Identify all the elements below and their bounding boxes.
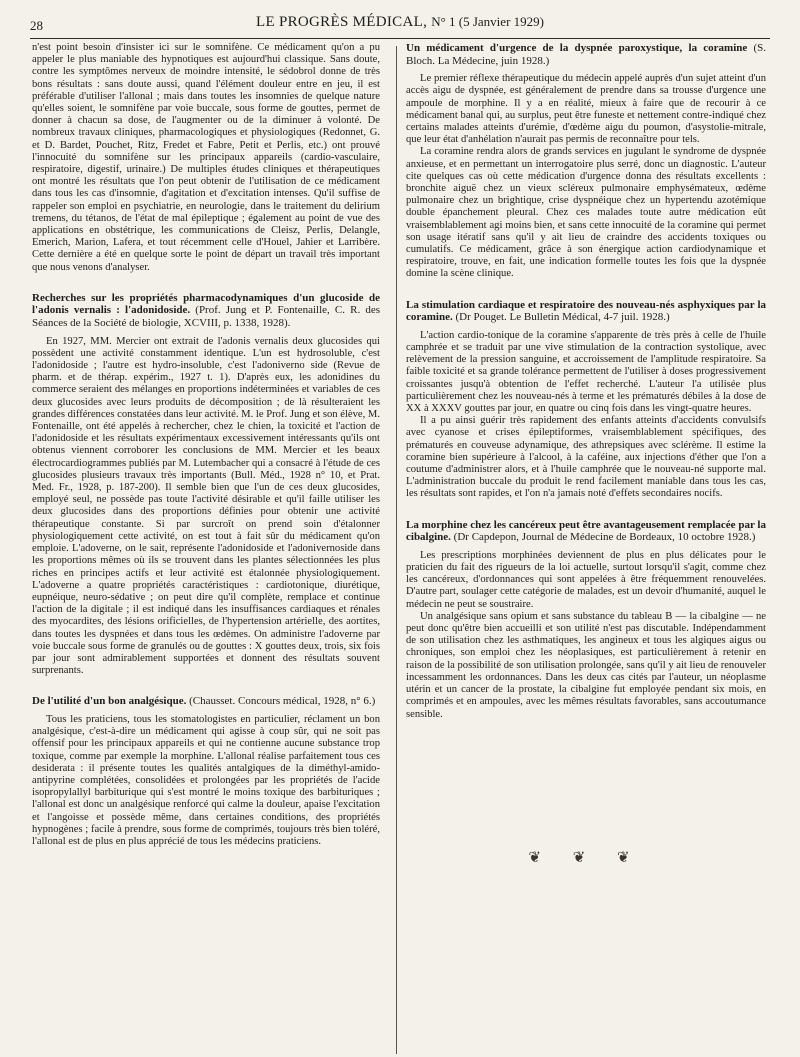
article-title: De l'utilité d'un bon analgésique.: [32, 695, 187, 708]
article-heading: [32, 695, 380, 708]
column-divider: [396, 46, 397, 1054]
article-paragraph: La coramine rendra alors de grands services en jugulant le syndrome de dyspnée anxieuse, et en permettant un interrogatoire plus serré, donc un diagnostic. L'auteur cite quelques cas où cette médication d'urgence donna des résultats excellents : bronchite aiguë chez un vieux scléreux pulmonaire emphysémateux, œdème pulmonaire chez un brightique, crise dyspnéique chez un hypertendu azotémique double épanchement pleural. Chez ces malades toute autre médication eût vraisemblablement agi moins bien, et sans cette innocuité de la coramine qui permet son usage itératif sans qu'il y ait lieu de craindre des accidents toxiques ou cumulatifs. Ce médicament, grâce à son énergique action cardiodynamique et respiratoire, trouve, en fait, une indication formelle toutes les fois que la dyspnée domine la scène clinique.: [406, 146, 766, 280]
article-paragraph: En 1927, MM. Mercier ont extrait de l'adonis vernalis deux glucosides qui possèdent une activité constamment identique. L'un est hydrosoluble, c'est l'adonidoside ; l'autre est hydro-insoluble, c'est l'adoniverno side (Revue de pharm. et de thérap. expérim., 1927 t. 1). D'après eux, les adonidines du commerce seraient des mélanges en proportions indéterminées et variables de ces deux glucosides avec leurs produits de décomposition ; de là résulteraient les grandes différences constatées dans leur activité. M. le Prof. Jung et son élève, M. Fontenaille, ont été appelés à rechercher, chez le chien, la toxicité et l'action de l'adonidoside et les résultats expérimentaux excessivement intéressants qu'ils ont obtenus viennent corroborer les conclusions de MM. Mercier et les beaux électrocardiogrammes publiés par M. Lutembacher qui a consacré à l'étude de ces glucosides plusieurs travaux très importants (Bull. Méd., 1928 n° 10, et Prat. Med. Fr., 1928, p. 187-200). Il semble bien que l'un de ces deux glucosides, employé seul, ne possède pas toute l'activité désirable et qu'il faille utiliser les deux glucosides dans des proportions définies pour obtenir une activité thérapeutique constante. Si par surcroît on prend soin d'étalonner physiologiquement cette activité, on est tout à fait sûr du médicament qu'on emploie. L'adoverne, on le sait, représente l'adonidoside et l'adonivernoside dans les proportions mêmes où ils se trouvent dans les plantes sélectionnées les plus riches en principes actifs et leur activité est étalonnée physiologiquement. L'adoverne a quatre propriétés caractéristiques : cardiotonique, diurétique, eupnéique, neuro-sédative ; on peut dire qu'il complète, remplace et continue l'action de la digitale ; il est indiqué dans les insuffisances cardiaques et rénales des myocardites, des lésions orificielles, de l'hypertension artérielle, des aortites, dans toutes les dyspnées et dans tous les œdèmes. On administre l'adoverne par voie buccale sous forme de granulés ou de gouttes : X gouttes deux, trois, six fois par jour sont admirablement supportées et donnent des résultats souvent surprenants.: [32, 335, 380, 677]
continued-paragraph: n'est point besoin d'insister ici sur le somnifène. Ce médicament qu'on a pu appeler le plus maniable des hypnotiques est aujourd'hui classique. Sans doute, contre les symptômes nerveux de moindre intensité, le sédobrol donne de très bons résultats : sans doute aussi, quand l'élément douleur entre en jeu, il est préférable d'utiliser l'allonal ; mais dans toutes les insomnies de quelque nature qu'elles soient, le somnifène par voie buccale, sous forme de gouttes, permet de donner à chacun sa dose, de l'augmenter ou de la diminuer à volonté. De nombreux travaux cliniques, pharmacologiques et physiologiques (Redonnet, G. et D. Bardet, Pouchet, Ritz, Fredet et Fabre, Petit et Perlis, etc.) ont prouvé l'innocuité du somnifène sur les principaux appareils (cardio-vasculaire, respiratoire, digestif, urinaire.) De multiples études cliniques et thérapeutiques ont montré les résultats que l'on peut obtenir de l'utilisation de ce médicament dans tous les cas d'insomnie, d'agitation et d'excitation intenses. Qu'il suffise de rappeler son emploi en psychiatrie, en neurologie, dans le traitement du delirium tremens, du tétanos, de l'état de mal épileptique ; également au point de vue des applications en obstétrique, les communications de Cleisz, Perlis, Delangle, Emerich, Marion, Lafera, et tout récemment celle d'Houel, Jahier et Larribère. Cette dernière a été en quelque sorte le point de départ un travail très important que nous venons d'analyser.: [32, 42, 380, 273]
left-column: [32, 42, 380, 848]
article-paragraph: Un analgésique sans opium et sans substance du tableau B — la cibalgine — ne peut donc qu'être bien accueilli et son utilité n'est pas discutable. Indépendamment de son utilisation chez les asthmatiques, les angineux et tous les algiques aigus ou chroniques, son emploi chez les néoplasiques, est particulièrement à retenir en raison de la possibilité de son utilisation prolongée, sans qu'il y ait lieu de renouveler incessamment les ordonnances. Dans les deux cas cités par l'auteur, un néoplasme utérin et un cancer de la prostate, la cibalgine fut employée pendant six mois, en comprimés et en ampoules, avec les mêmes résultats favorables, sans accoutumance sensible.: [406, 610, 766, 720]
article-adonidoside: [32, 292, 380, 677]
issue-info: N° 1 (5 Janvier 1929): [431, 14, 544, 29]
article-reference: (Dr Pouget. Le Bulletin Médical, 4-7 juil. 1928.): [455, 311, 670, 324]
page-header: [30, 14, 770, 36]
fleuron-ornament-icon: ❦ ❦ ❦: [528, 850, 644, 866]
article-reference: (Prof. Jung et P. Fontenaille, C. R. des Séances de la Société de biologie, XCVIII, p. 1338, 1928).: [32, 304, 381, 330]
journal-title: [30, 14, 770, 31]
article-reference: (Chausset. Concours médical, 1928, n° 6.): [189, 695, 376, 708]
journal-name: LE PROGRÈS MÉDICAL,: [256, 14, 428, 30]
article-title: La stimulation cardiaque et respiratoire des nouveau-nés asphyxiques par la coramine.: [406, 298, 766, 324]
article-title: Recherches sur les propriétés pharmacodynamiques d'un glucoside de l'adonis vernalis : l'adonidoside.: [32, 291, 380, 317]
page-number: 28: [30, 18, 43, 33]
right-column: [406, 42, 766, 721]
article-analgesique: [32, 695, 380, 848]
article-paragraph: Il a pu ainsi guérir très rapidement des enfants atteints d'accidents convulsifs avec cyanose et crises épileptiformes, vraisemblablement spécifiques, des prématurés en couveuse adynamique, des athrepsiques avec sclérème. Il estime la coramine bien supérieure à l'alcool, à la caféine, aux injections d'éther que l'on a coutume d'administrer alors, et à l'huile camphrée que le nouveau-né supporte mal. L'administration buccale du produit le rend facilement maniable dans tous les cas, les résultats sont rapides, et l'on n'a jamais noté d'effets secondaires nocifs.: [406, 415, 766, 500]
article-heading: [406, 42, 766, 67]
article-coramine-nouveau-nes: [406, 299, 766, 501]
article-heading: [32, 292, 380, 330]
article-reference: (S. Bloch. La Médecine, juin 1928.): [406, 42, 767, 67]
article-paragraph: Le premier réflexe thérapeutique du médecin appelé auprès d'un sujet atteint d'un accès aigu de dyspnée, est généralement de prendre dans sa trousse d'urgence une ampoule de morphine. Il y a en réalité, mieux à faire que de recourir à ce médicament banal qui, au surplus, peut être funeste et nettement contre-indiqué chez certains malades atteints d'urémie, d'œdème aigu du poumon, d'asystolie-mitrale, que leur état d'anhélation n'aurait pas permis de reconnaître pour tels.: [406, 73, 766, 146]
article-paragraph: L'action cardio-tonique de la coramine s'apparente de très près à celle de l'huile camphrée et se traduit par une vive stimulation de la contraction systolique, avec relèvement de la pression sanguine, et accroissement de l'amplitude respiratoire. Sa faible toxicité et sa grande tolérance permettent de l'utiliser à doses progressivement croissantes jusqu'à obtention de l'effet recherché. L'auteur l'a utilisée plus particulièrement chez les nouveau-nés à terme et les prématurés débiles à la dose de XX à XXXV gouttes par jour, en quatre ou cinq fois dans les vingt-quatre heures.: [406, 329, 766, 415]
article-cibalgine: [406, 519, 766, 721]
article-coramine-dyspnee: [406, 42, 766, 281]
article-heading: [406, 519, 766, 544]
article-title: La morphine chez les cancéreux peut être avantageusement remplacée par la cibalgine.: [406, 518, 766, 544]
article-paragraph: Tous les praticiens, tous les stomatologistes en particulier, réclament un bon analgésique, c'est-à-dire un médicament qui agisse à coup sûr, qui ne soit pas offensif pour les principaux appareils et qui ne contienne aucune substance trop toxique, comme par exemple la morphine. L'allonal réalise parfaitement tous ces desiderata : il présente toutes les qualités antalgiques de la diméthyl-amido-antipyrine complétées, consolidées et prolongées par les propriétés de l'acide isopropylallyl barbiturique qui s'est montré le moins toxique des barbituriques ; l'allonal est donc un analgésique renforcé qui calme la douleur, apaise l'excitation et l'angoisse et possède même, dans certaines conditions, des propriétés hypnogènes ; facile à prendre, sous forme de comprimés, toujours très bien toléré, l'allonal est de plus en plus apprécié de tous les médecins praticiens.: [32, 713, 380, 847]
article-paragraph: Les prescriptions morphinées deviennent de plus en plus délicates pour le praticien du fait des rigueurs de la loi actuelle, surtout lorsqu'il s'agit, comme chez les cancéreux, d'ordonnances qui sont appelées à être fréquemment renouvelées. D'autre part, soulager cette catégorie de malades, est un devoir d'humanité, auquel le médecin ne peut se soustraire.: [406, 549, 766, 610]
header-rule: [30, 38, 770, 39]
article-reference: (Dr Capdepon, Journal de Médecine de Bordeaux, 10 octobre 1928.): [453, 531, 756, 544]
article-title: Un médicament d'urgence de la dyspnée paroxystique, la coramine: [406, 42, 748, 54]
article-heading: [406, 299, 766, 324]
